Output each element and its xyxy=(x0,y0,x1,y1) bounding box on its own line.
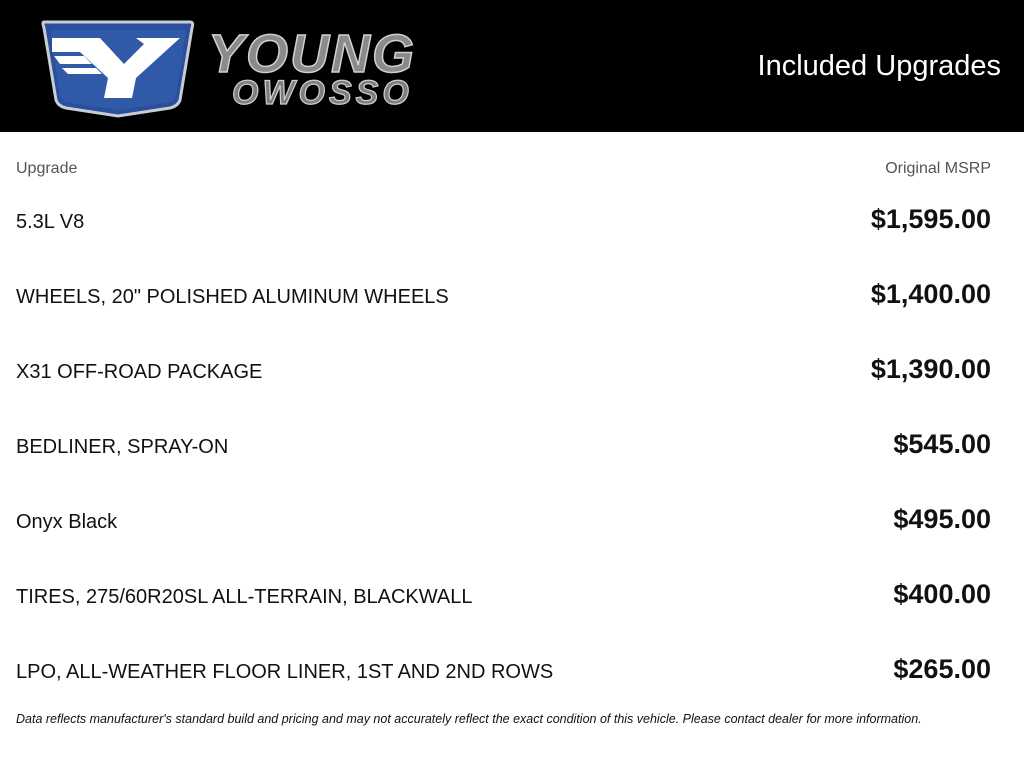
upgrade-name: Onyx Black xyxy=(16,511,118,533)
brand-top-text: YOUNG xyxy=(208,24,417,84)
column-header-msrp: Original MSRP xyxy=(885,160,991,177)
upgrades-table xyxy=(16,160,991,684)
upgrade-name: BEDLINER, SPRAY-ON xyxy=(16,436,229,458)
upgrade-price: $1,390.00 xyxy=(870,354,991,384)
disclaimer-text: Data reflects manufacturer's standard build and pricing and may not accurately reflect the exact condition of this vehicle. Please contact dealer for more information. xyxy=(16,712,922,726)
upgrade-name: X31 OFF-ROAD PACKAGE xyxy=(16,361,263,383)
header-banner xyxy=(0,0,1024,132)
wing-stripe-2 xyxy=(62,68,102,74)
upgrade-price: $1,595.00 xyxy=(870,204,991,234)
upgrade-name: WHEELS, 20" POLISHED ALUMINUM WHEELS xyxy=(16,286,449,308)
page-title: Included Upgrades xyxy=(757,50,1001,82)
upgrade-name: LPO, ALL-WEATHER FLOOR LINER, 1ST AND 2ND ROWS xyxy=(16,661,554,683)
upgrade-price: $545.00 xyxy=(893,429,991,459)
upgrade-price: $1,400.00 xyxy=(870,279,991,309)
upgrade-rows xyxy=(16,196,991,721)
table-header xyxy=(16,160,991,184)
upgrade-name: TIRES, 275/60R20SL ALL-TERRAIN, BLACKWALL xyxy=(16,586,473,608)
column-header-upgrade: Upgrade xyxy=(16,160,78,177)
table-row xyxy=(16,271,991,346)
upgrade-price: $400.00 xyxy=(893,579,991,609)
table-row xyxy=(16,346,991,421)
young-owosso-logo xyxy=(40,16,510,120)
upgrade-price: $265.00 xyxy=(893,654,991,684)
dealer-logo xyxy=(40,16,510,120)
table-row xyxy=(16,421,991,496)
table-row xyxy=(16,196,991,271)
table-row xyxy=(16,571,991,646)
table-row xyxy=(16,496,991,571)
upgrade-name: 5.3L V8 xyxy=(16,211,85,233)
table-row xyxy=(16,646,991,721)
upgrade-price: $495.00 xyxy=(893,504,991,534)
brand-bottom-text: OWOSSO xyxy=(232,74,413,112)
